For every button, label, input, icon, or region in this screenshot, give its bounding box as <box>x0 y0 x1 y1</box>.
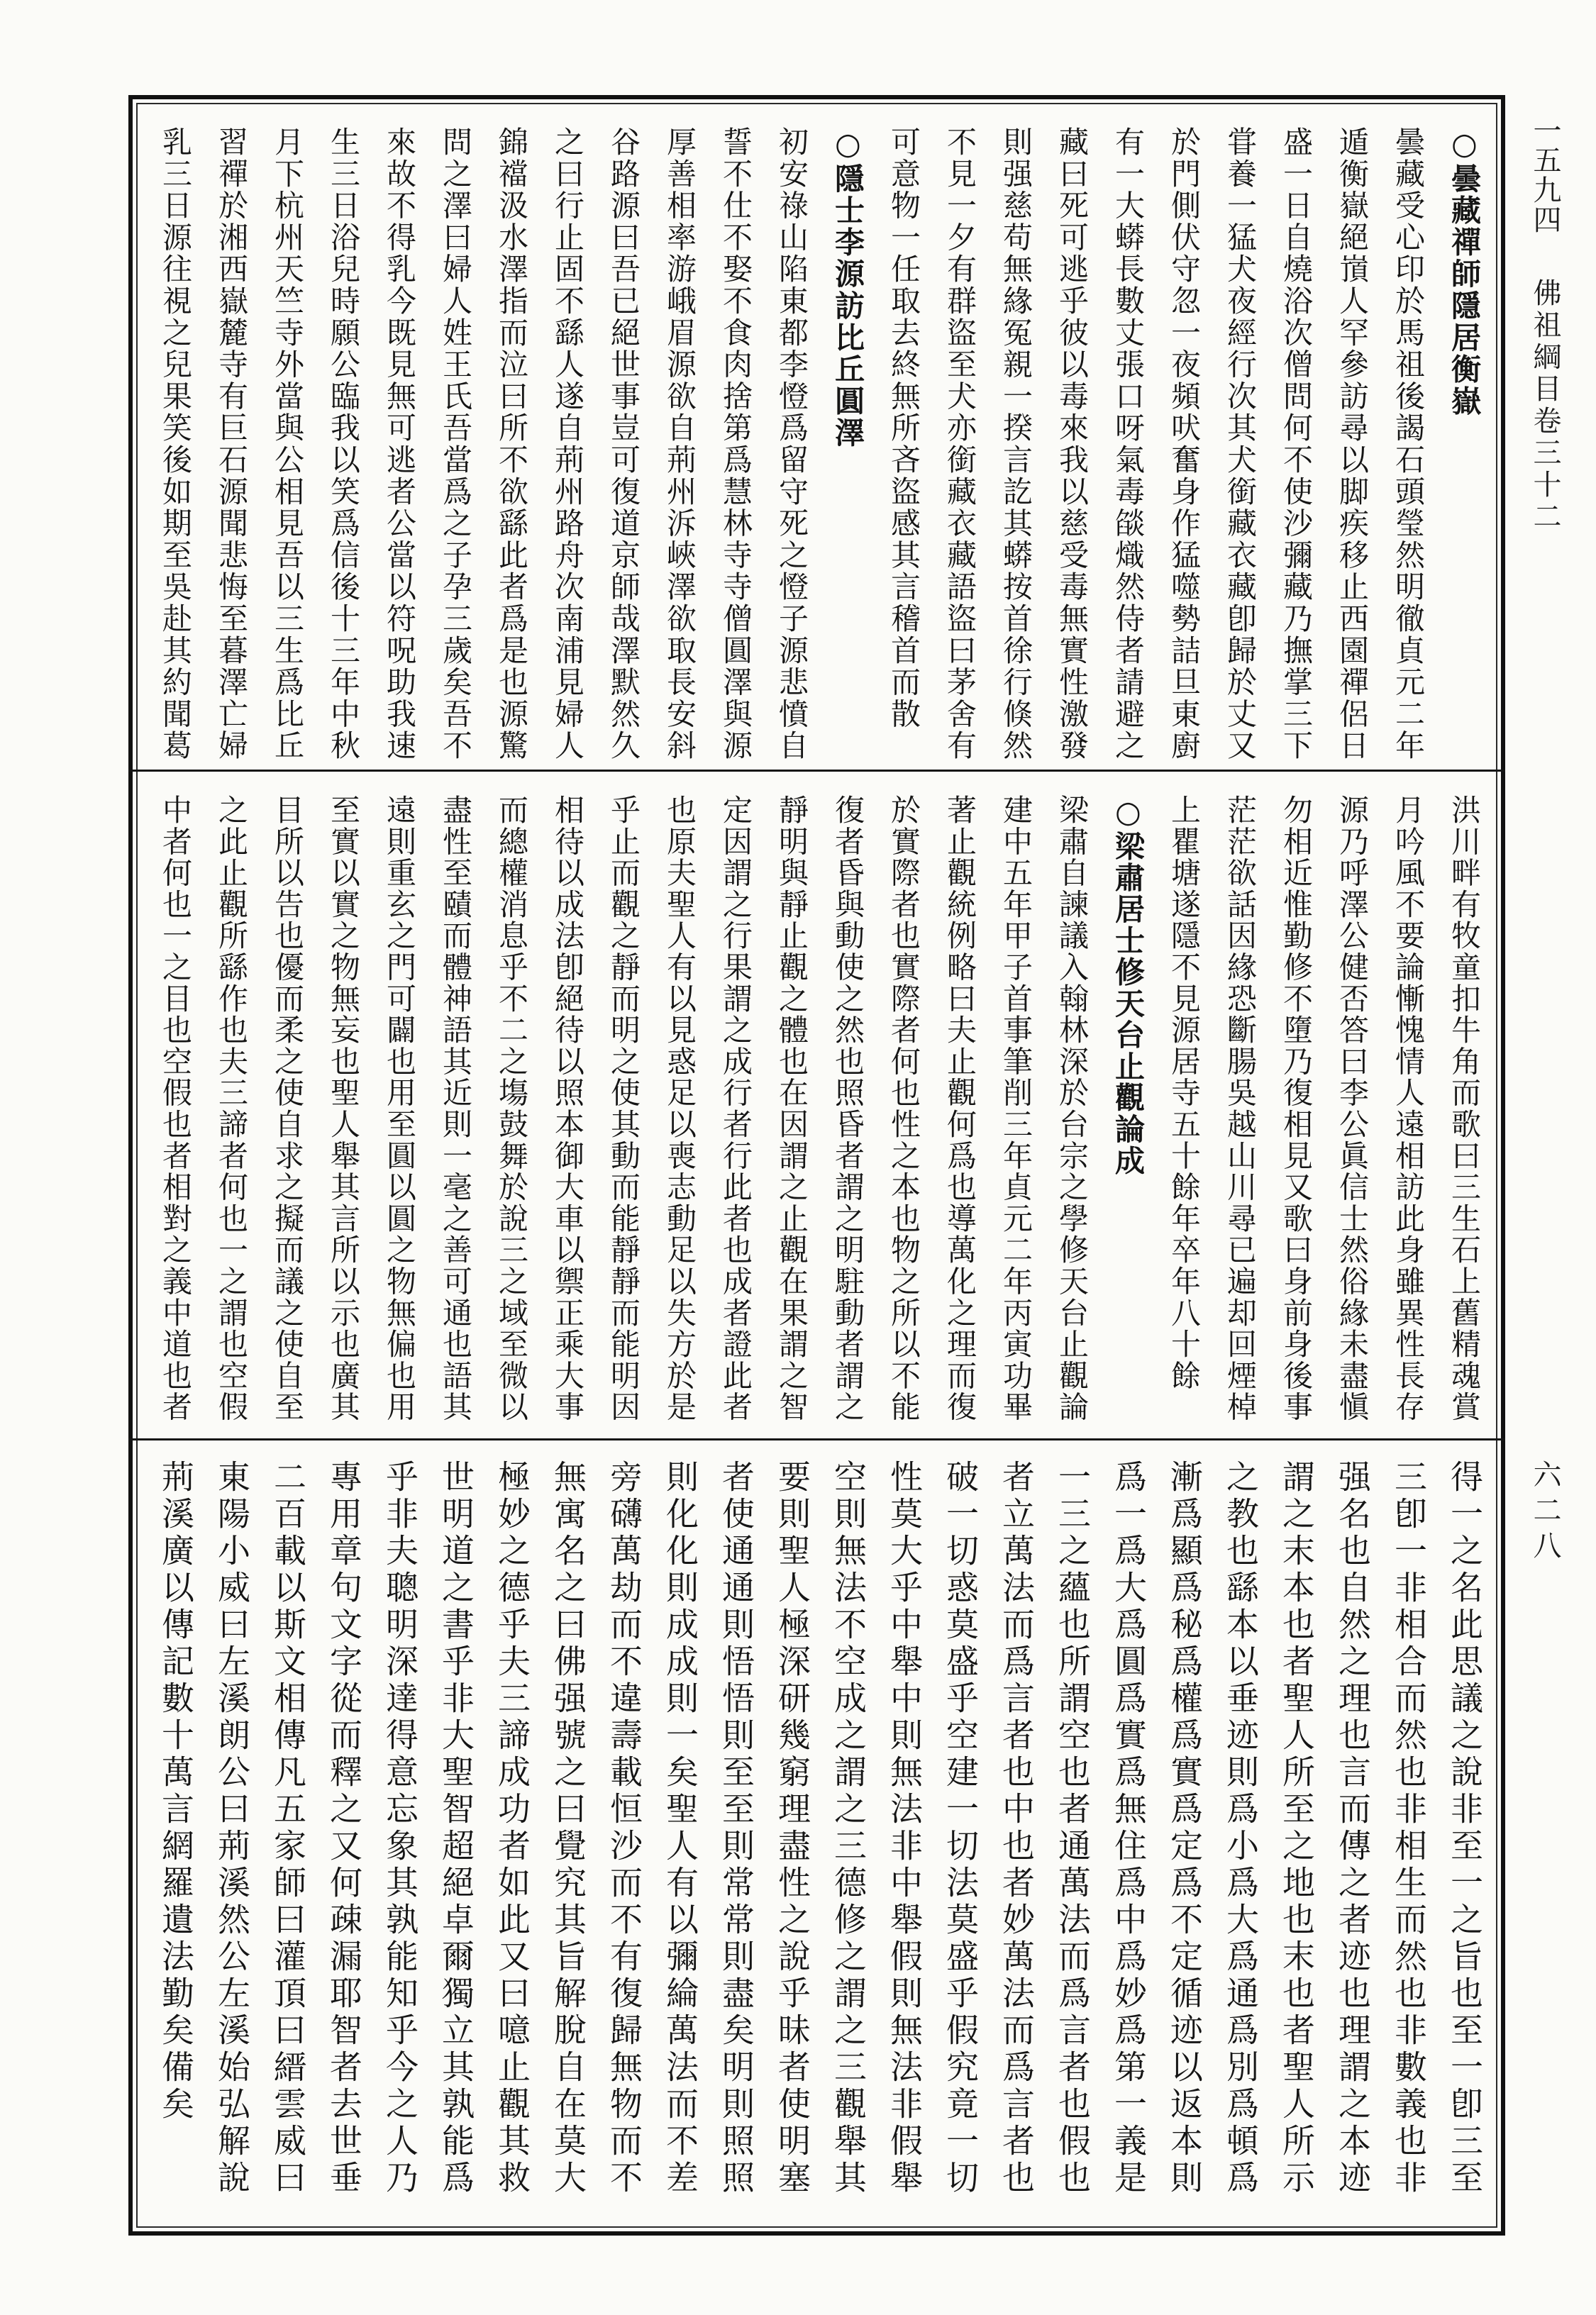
text-column: 生三日浴兒時願公臨我以笑爲信後十三年中秋 <box>326 126 361 762</box>
text-column: 旁礴萬劫而不違壽載恒沙而不有復歸無物而不 <box>605 1460 643 2197</box>
text-column: 漸爲顯爲秘爲權爲實爲定爲不定循迹以返本則 <box>1165 1460 1204 2197</box>
text-column: 曇藏受心印於馬祖後謁石頭瑩然明徹貞元二年 <box>1391 126 1426 762</box>
text-column: 之曰行止固不繇人遂自荊州路舟次南浦見婦人 <box>550 126 585 762</box>
text-column: 復者昏與動使之然也照昏者謂之明駐動者謂之 <box>831 794 865 1423</box>
text-column: 於實際者也實際者何也性之本也物之所以不能 <box>887 794 921 1423</box>
text-column: 要則聖人極深研幾窮理盡性之說乎昧者使明塞 <box>773 1460 811 2197</box>
text-column: 於門側伏守忽一夜頻吠奮身作猛噬勢詰旦東廚 <box>1167 126 1202 762</box>
text-column: 之此止觀所繇作也夫三諦者何也一之謂也空假 <box>214 794 249 1423</box>
text-column: 無寓名之曰佛强號之曰覺究其旨解脫自在莫大 <box>549 1460 587 2197</box>
text-column: 性莫大乎中舉中則無法非中舉假則無法非假舉 <box>885 1460 924 2197</box>
text-column: 强名也自然之理也言而傳之者迹也理謂之本迹 <box>1334 1460 1372 2197</box>
text-column: 則强慈苟無緣冤親一揆言訖其蟒按首徐行倏然 <box>999 126 1033 762</box>
text-column: 破一切惑莫盛乎空建一切法莫盛乎假究竟一切 <box>941 1460 980 2197</box>
text-column: 誓不仕不娶不食肉捨第爲慧林寺寺僧圓澤與源 <box>719 126 753 762</box>
text-column: 有一大蟒長數丈張口呀氣毒燄熾然侍者請避之 <box>1111 126 1146 762</box>
text-column: 茫茫欲話因緣恐斷腸吳越山川尋已遍却回煙棹 <box>1223 794 1258 1423</box>
text-column: 空則無法不空成之謂之三德修之謂之三觀舉其 <box>829 1460 868 2197</box>
text-column: 遁衡嶽絕嵿人罕參訪尋以脚疾移止西園禪侶日 <box>1335 126 1370 762</box>
lower-register <box>148 1460 1492 2219</box>
page-number: 一五九四 <box>1529 116 1561 235</box>
text-column: 三卽一非相合而然也非相生而然也非數義也非 <box>1390 1460 1428 2197</box>
text-column: 東陽小威曰左溪朗公曰荊溪然公左溪始弘解說 <box>213 1460 251 2197</box>
text-column: 謂之末本也者聖人所至之地也末也者聖人所示 <box>1278 1460 1316 2197</box>
text-column: 爲一爲大爲圓爲實爲無住爲中爲妙爲第一義是 <box>1109 1460 1148 2197</box>
upper-register <box>148 126 1492 768</box>
text-column: 至實以實之物無妄也聖人舉其言所以示也廣其 <box>326 794 361 1423</box>
text-column: 可意物一任取去終無所吝盜感其言稽首而散 <box>887 126 921 731</box>
text-column: 專用章句文字從而釋之又何疎漏耶智者去世垂 <box>325 1460 363 2197</box>
middle-register <box>148 794 1492 1433</box>
text-column: 藏曰死可逃乎彼以毒來我以慈受毒無實性激發 <box>1055 126 1090 762</box>
text-column: 定因謂之行果謂之成行者行此者也成者證此者 <box>719 794 753 1423</box>
text-column: 世明道之書乎非大聖智超絕卓爾獨立其孰能爲 <box>437 1460 475 2197</box>
text-column: 相待以成法卽絕待以照本御大車以禦正乘大事 <box>550 794 585 1423</box>
register-divider <box>128 770 1505 772</box>
text-column: 也原夫聖人有以見惑足以喪志動足以失方於是 <box>663 794 697 1423</box>
book-title: 佛祖綱目卷三十二 <box>1529 278 1561 533</box>
text-column: 者使通通則悟悟則至至則常常則盡矣明則照照 <box>717 1460 755 2197</box>
text-column: 極妙之德乎夫三諦成功者如此又曰噫止觀其救 <box>493 1460 531 2197</box>
text-column: 盡性至賾而體神語其近則一毫之善可通也語其 <box>438 794 473 1423</box>
text-column: 不見一夕有群盜至犬亦銜藏衣藏語盜曰茅舍有 <box>943 126 977 762</box>
text-column: 建中五年甲子首事筆削三年貞元二年丙寅功畢 <box>999 794 1033 1423</box>
text-column: 中者何也一之目也空假也者相對之義中道也者 <box>158 794 193 1423</box>
text-column: 問之澤曰婦人姓王氏吾當爲之子孕三歲矣吾不 <box>438 126 473 762</box>
text-column: 初安祿山陷東都李憕爲留守死之憕子源悲憤自 <box>775 126 809 762</box>
text-column: 之教也繇本以垂迹則爲小爲大爲通爲別爲頓爲 <box>1221 1460 1260 2197</box>
text-column: 一三之蘊也所謂空也者通萬法而爲言者也假也 <box>1053 1460 1092 2197</box>
text-column: 錦襠汲水澤指而泣曰所不欲繇此者爲是也源驚 <box>494 126 529 762</box>
section-heading: ○梁肅居士修天台止觀論成 <box>1111 794 1146 1177</box>
text-column: 著止觀統例略曰夫止觀何爲也導萬化之理而復 <box>943 794 977 1423</box>
section-heading: ○隱士李源訪比丘圓澤 <box>831 126 865 449</box>
text-column: 乳三日源往視之兒果笑後如期至吳赴其約聞葛 <box>158 126 193 762</box>
folio-number: 六二八 <box>1529 1460 1561 1566</box>
text-column: 月吟風不要論慚愧情人遠相訪此身雖異性長存 <box>1391 794 1426 1423</box>
text-column: 遠則重玄之門可闢也用至圓以圓之物無偏也用 <box>382 794 417 1423</box>
text-column: 洪川畔有牧童扣牛角而歌曰三生石上舊精魂賞 <box>1447 794 1482 1423</box>
text-column: 得一之名此思議之說非至一之旨也至一卽三至 <box>1446 1460 1484 2197</box>
text-column: 梁肅自諫議入翰林深於台宗之學修天台止觀論 <box>1055 794 1090 1423</box>
register-divider <box>128 1438 1505 1440</box>
text-column: 而總權消息乎不二之塲鼓舞於說三之域至微以 <box>494 794 529 1423</box>
text-column: 目所以告也優而柔之使自求之擬而議之使自至 <box>270 794 305 1423</box>
text-column: 盛一日自燒浴次僧問何不使沙彌藏乃撫掌三下 <box>1279 126 1314 762</box>
text-column: 習禪於湘西嶽麓寺有巨石源聞悲悔至暮澤亡婦 <box>214 126 249 762</box>
text-column: 靜明與靜止觀之體也在因謂之止觀在果謂之智 <box>775 794 809 1423</box>
text-column: 乎非夫聰明深達得意忘象其孰能知乎今之人乃 <box>381 1460 419 2197</box>
text-column: 厚善相率游峨眉源欲自荊州泝峽澤欲取長安斜 <box>663 126 697 762</box>
text-column: 來故不得乳今既見無可逃者公當以符呪助我速 <box>382 126 417 762</box>
text-column: 則化化則成成則一矣聖人有以彌綸萬法而不差 <box>661 1460 699 2197</box>
section-heading: ○曇藏禪師隱居衡嶽 <box>1447 126 1482 418</box>
text-column: 上瞿塘遂隱不見源居寺五十餘年卒年八十餘 <box>1167 794 1202 1392</box>
text-column: 者立萬法而爲言者也中也者妙萬法而爲言者也 <box>997 1460 1036 2197</box>
text-column: 源乃呼澤公健否答曰李公眞信士然俗緣未盡愼 <box>1335 794 1370 1423</box>
text-column: 乎止而觀之靜而明之使其動而能靜靜而能明因 <box>606 794 641 1423</box>
text-column: 甞養一猛犬夜經行次其犬銜藏衣藏卽歸於丈又 <box>1223 126 1258 762</box>
text-column: 荊溪廣以傳記數十萬言網羅遺法勤矣備矣 <box>157 1460 195 2124</box>
text-column: 二百載以斯文相傳凡五家師曰灌頂曰縉雲威曰 <box>269 1460 307 2197</box>
text-column: 谷路源曰吾已絕世事豈可復道京師哉澤默然久 <box>606 126 641 762</box>
text-column: 月下杭州天竺寺外當與公相見吾以三生爲比丘 <box>270 126 305 762</box>
text-column: 勿相近惟勤修不墮乃復相見又歌曰身前身後事 <box>1279 794 1314 1423</box>
